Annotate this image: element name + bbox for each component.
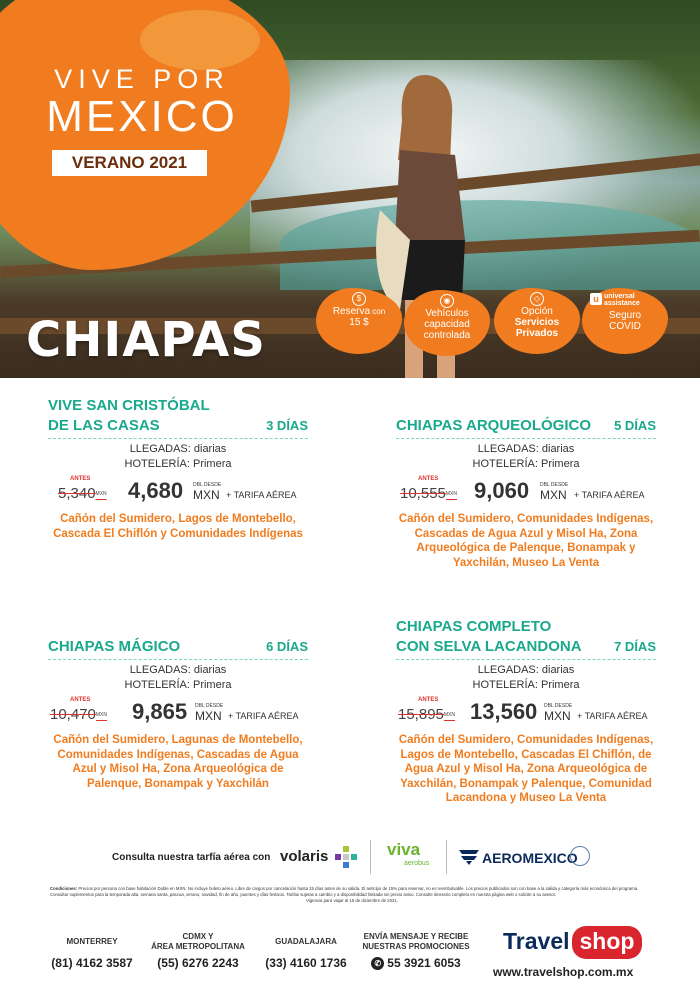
old-price-currency: MXN [95, 491, 107, 498]
badge-text: Opción [521, 306, 553, 317]
package-days: 6 DÍAS [266, 639, 308, 654]
package-title-line: DE LAS CASAS [48, 417, 160, 434]
private-services-badge [494, 288, 580, 354]
price-block [48, 697, 308, 729]
badge-text: con [370, 307, 386, 316]
divider [48, 659, 308, 660]
contact-phone[interactable]: (55) 6276 2243 [157, 956, 239, 970]
conditions-body: Precios por persona con base habitación Doble en MXN. No incluye boleto aéreo. Libre de cargos por cancelación hasta 15 días antes de su salida. El anticipo de 15% para reservar, no es reembolsable. Los precios publicados son con base a la salida y categoría más económica del programa. Consultar suplementos para la temporada alta, semana santa, pascua, verano, navidad, fin de año, puentes y días festivos. Tarifas sujetas a cambio y a disponibilidad limitada sin previo aviso. Consulte itinerario completo en nuestra página web o solicite a su asesor. [50, 886, 639, 897]
airfare-note: + TARIFA AÉREA [228, 711, 299, 721]
price: 9,060 [474, 478, 530, 503]
currency: MXN [544, 709, 571, 723]
package-title [48, 617, 308, 657]
contact-city-line: ÁREA METROPOLITANA [151, 942, 245, 951]
before-label: ANTES [418, 476, 439, 482]
contact-city [48, 932, 136, 956]
package-title-line: CON SELVA LACANDONA [396, 638, 582, 655]
price: 9,865 [132, 699, 188, 724]
hero-banner [0, 0, 700, 378]
green-shape [488, 332, 510, 352]
season-badge: VERANO 2021 [52, 150, 207, 176]
airfare-note: + TARIFA AÉREA [577, 711, 648, 721]
badge-text: 15 $ [349, 317, 369, 328]
contact-city-line: NUESTRAS PROMOCIONES [362, 942, 470, 951]
package-title-line: CHIAPAS MÁGICO [48, 638, 181, 655]
viva-logo: viva [387, 840, 421, 859]
destination-title: CHIAPAS [26, 312, 266, 368]
logo-shop: shop [572, 926, 643, 959]
old-price-value: 5,340 [58, 485, 96, 502]
money-bag-icon: $ [352, 292, 366, 306]
divider [446, 840, 447, 874]
old-price-currency: MXN [445, 491, 458, 498]
contact-phone[interactable]: (81) 4162 3587 [51, 956, 133, 970]
price: 13,560 [470, 699, 538, 724]
price-basis: DBL DESDE [540, 482, 569, 488]
package-route: Cañón del Sumidero, Comunidades Indígenas, Lagos de Montebello, Cascadas El Chiflón, de Agua Azul y Misol Ha, Zona Arqueológica de Yaxchilán, Bonampak y Palenque, Comunidad Lacandona y Museo La Venta [398, 734, 654, 804]
divider [48, 438, 308, 439]
price-block [48, 476, 308, 508]
old-price [50, 706, 107, 723]
contact-cdmx [148, 932, 248, 970]
badge-text: assistance [604, 300, 640, 307]
package-title [396, 617, 656, 657]
package-title [396, 396, 656, 436]
divider [370, 840, 371, 874]
contact-phone[interactable]: 55 3921 6053 [387, 956, 461, 970]
universal-assistance-logo: u universal assistance [590, 293, 640, 307]
aeromexico-logo: AEROMEXICO [482, 850, 578, 866]
package-title-line: CHIAPAS ARQUEOLÓGICO [396, 417, 592, 434]
currency: MXN [195, 709, 222, 723]
covid-insurance-badge [582, 288, 668, 354]
old-price [398, 706, 455, 723]
old-price-currency: MXN [95, 712, 108, 719]
old-price-value: 15,895 [398, 706, 444, 723]
package-card [396, 617, 656, 806]
contact-city [256, 932, 356, 956]
diamond-icon: ◇ [530, 292, 544, 306]
package-card [396, 396, 656, 570]
conditions-text [50, 886, 654, 904]
badge-text: controlada [423, 330, 471, 341]
hotel-category: HOTELERÍA: Primera [124, 679, 232, 691]
package-days: 5 DÍAS [614, 418, 656, 433]
contact-phone-wrap[interactable] [356, 956, 476, 970]
price-block [396, 697, 656, 729]
package-title [48, 396, 308, 436]
car-icon: ◉ [440, 294, 454, 308]
package-days: 7 DÍAS [614, 639, 656, 654]
contact-monterrey [48, 932, 136, 970]
currency: MXN [193, 488, 220, 502]
package-info [48, 442, 308, 472]
package-title-line: VIVE SAN CRISTÓBAL [48, 397, 210, 414]
package-days: 3 DÍAS [266, 418, 308, 433]
travelshop-logo [503, 926, 642, 959]
before-label: ANTES [418, 697, 439, 703]
viva-logo-sub: aerobus [404, 860, 430, 867]
package-title-line: CHIAPAS COMPLETO [396, 618, 552, 635]
hotel-category: HOTELERÍA: Primera [472, 679, 580, 691]
aeromexico-eagle-icon [458, 846, 480, 866]
conditions-label: Condiciones: [50, 886, 78, 891]
old-price [400, 485, 457, 502]
old-price-value: 10,470 [50, 706, 96, 723]
contact-whatsapp [356, 932, 476, 970]
airlines-label: Consulta nuestra tarfía aérea con [112, 852, 271, 863]
campaign-line2: MEXICO [46, 92, 238, 141]
logo-travel: Travel [503, 928, 570, 954]
old-price [58, 485, 107, 502]
package-route: Cañón del Sumidero, Lagos de Montebello, Cascada El Chiflón y Comunidades Indígenas [53, 513, 303, 540]
price-basis: DBL DESDE [193, 482, 222, 488]
price: 4,680 [128, 478, 184, 503]
badge-text: Privados [515, 328, 559, 339]
hotel-category: HOTELERÍA: Primera [124, 458, 232, 470]
before-label: ANTES [70, 476, 91, 482]
badge-text: capacidad [424, 319, 470, 330]
package-info [396, 442, 656, 472]
arrivals: LLEGADAS: diarias [129, 443, 227, 455]
package-card [48, 617, 308, 791]
volaris-cross-icon [335, 846, 357, 868]
package-info [48, 663, 308, 693]
campaign-line1: VIVE POR [54, 64, 230, 94]
package-route: Cañón del Sumidero, Lagunas de Montebello, Comunidades Indígenas, Cascadas de Agua Azul y Misol Ha, Zona Arqueológica de Palenque, Bonampak y Yaxchilán [53, 734, 303, 790]
package-info [396, 663, 656, 693]
contact-city-line: CDMX Y [182, 932, 214, 941]
arrivals: LLEGADAS: diarias [477, 443, 575, 455]
currency: MXN [540, 488, 567, 502]
orange-shape [140, 10, 260, 70]
package-card [48, 396, 308, 541]
badge-text: COVID [609, 321, 641, 332]
contact-city-line: GUADALAJARA [275, 937, 337, 946]
contact-city [148, 932, 248, 956]
skyteam-icon [570, 846, 590, 866]
badge-text: Servicios [514, 317, 560, 328]
before-label: ANTES [70, 697, 91, 703]
package-route: Cañón del Sumidero, Comunidades Indígenas, Cascadas de Agua Azul y Misol Ha, Zona Arqueológica de Palenque, Bonampak y Yaxchilán, Museo La Venta [398, 513, 654, 569]
conditions-validity: Vigencia para viajar al 15 de diciembre de 2021. [306, 898, 398, 903]
airlines-strip [0, 838, 700, 878]
arrivals: LLEGADAS: diarias [477, 664, 575, 676]
contact-guadalajara [256, 932, 356, 970]
divider [396, 438, 656, 439]
divider [396, 659, 656, 660]
price-basis: DBL DESDE [195, 703, 224, 709]
badge-text: Seguro [608, 310, 642, 321]
badge-text: Vehículos [425, 308, 469, 319]
contact-phone[interactable]: (33) 4160 1736 [265, 956, 347, 970]
airfare-note: + TARIFA AÉREA [574, 490, 645, 500]
airfare-note: + TARIFA AÉREA [226, 490, 297, 500]
whatsapp-icon: ✆ [371, 957, 384, 970]
contact-city-line: ENVÍA MENSAJE Y RECIBE [363, 932, 469, 941]
old-price-currency: MXN [443, 712, 456, 719]
price-basis: DBL DESDE [544, 703, 573, 709]
badge-text: Reserva [332, 306, 371, 317]
badge-text: universal [604, 293, 635, 300]
arrivals: LLEGADAS: diarias [129, 664, 227, 676]
contact-city-line: MONTERREY [66, 937, 118, 946]
volaris-logo: volaris [280, 848, 329, 865]
hotel-category: HOTELERÍA: Primera [472, 458, 580, 470]
old-price-value: 10,555 [400, 485, 446, 502]
website-link[interactable]: www.travelshop.com.mx [493, 965, 634, 979]
price-block [396, 476, 656, 508]
contact-city [356, 932, 476, 956]
